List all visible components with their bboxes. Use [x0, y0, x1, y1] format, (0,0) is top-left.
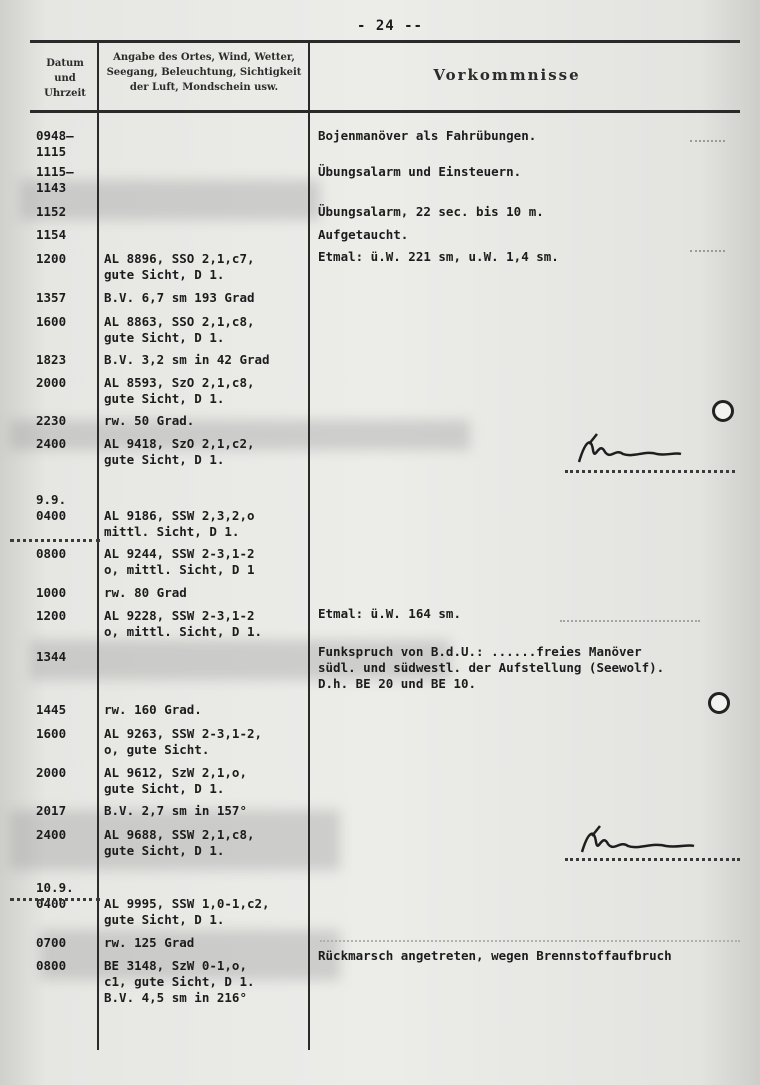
signature-icon	[575, 432, 685, 468]
event-cell: Etmal: ü.W. 164 sm.	[318, 606, 461, 621]
signature-line	[565, 470, 735, 473]
margin-mark	[690, 140, 725, 142]
signature-line	[565, 858, 740, 861]
location-cell: AL 9263, SSW 2-3,1-2, o, gute Sicht.	[104, 726, 263, 757]
location-cell: AL 8593, SzO 2,1,c8, gute Sicht, D 1.	[104, 375, 255, 406]
time-cell: 2400	[36, 436, 67, 451]
location-cell: AL 8863, SSO 2,1,c8, gute Sicht, D 1.	[104, 314, 255, 345]
header-ort: Angabe des Ortes, Wind, Wetter, Seegang, Beleuchtung, Sichtigkeit der Luft, Mondschein usw.	[106, 52, 302, 93]
time-cell: 1600	[36, 726, 67, 741]
event-cell: Übungsalarm und Einsteuern.	[318, 164, 522, 179]
time-cell: 1357	[36, 290, 67, 305]
location-cell: AL 9418, SzO 2,1,c2, gute Sicht, D 1.	[104, 436, 255, 467]
location-cell: B.V. 2,7 sm in 157°	[104, 803, 247, 818]
time-cell: 1152	[36, 204, 67, 219]
time-cell: 1344	[36, 649, 67, 664]
time-cell: 0948– 1115	[36, 128, 74, 159]
location-cell: AL 9612, SzW 2,1,o, gute Sicht, D 1.	[104, 765, 247, 796]
margin-mark	[690, 250, 725, 252]
punch-hole-icon	[708, 692, 730, 714]
signature-icon	[578, 824, 698, 858]
margin-mark	[320, 940, 740, 942]
day-separator	[10, 898, 100, 901]
time-cell: 1200	[36, 608, 67, 623]
location-cell: rw. 80 Grad	[104, 585, 187, 600]
event-cell: Funkspruch von B.d.U.: ......freies Manöver südl. und südwestl. der Aufstellung (Seewolf). D.h. BE 20 und BE 10.	[318, 644, 665, 691]
location-cell: AL 9688, SSW 2,1,c8, gute Sicht, D 1.	[104, 827, 255, 858]
top-rule	[30, 40, 740, 43]
time-cell: 1823	[36, 352, 67, 367]
event-cell: Aufgetaucht.	[318, 227, 409, 242]
time-cell: 1115– 1143	[36, 164, 74, 195]
location-cell: AL 9228, SSW 2-3,1-2 o, mittl. Sicht, D 1.	[104, 608, 263, 639]
location-cell: AL 9244, SSW 2-3,1-2 o, mittl. Sicht, D 1	[104, 546, 255, 577]
time-cell: 0800	[36, 958, 67, 973]
time-cell: 1600	[36, 314, 67, 329]
time-cell: 0700	[36, 935, 67, 950]
event-cell: Rückmarsch angetreten, wegen Brennstoffaufbruch	[318, 948, 672, 963]
location-cell: AL 8896, SSO 2,1,c7, gute Sicht, D 1.	[104, 251, 255, 282]
day-separator	[10, 539, 100, 542]
time-cell: 2000	[36, 765, 67, 780]
event-cell: Etmal: ü.W. 221 sm, u.W. 1,4 sm.	[318, 249, 559, 264]
time-cell: 10.9. 0400	[36, 880, 74, 911]
time-cell: 1154	[36, 227, 67, 242]
location-cell: BE 3148, SzW 0-1,o, c1, gute Sicht, D 1. B.V. 4,5 sm in 216°	[104, 958, 255, 1005]
time-cell: 2230	[36, 413, 67, 428]
page-number: - 24 --	[356, 18, 423, 34]
location-cell: AL 9995, SSW 1,0-1,c2, gute Sicht, D 1.	[104, 896, 270, 927]
punch-hole-icon	[712, 400, 734, 422]
location-cell: B.V. 3,2 sm in 42 Grad	[104, 352, 270, 367]
time-cell: 1445	[36, 702, 67, 717]
header-datum: Datum und Uhrzeit	[44, 58, 86, 99]
margin-mark	[560, 620, 700, 622]
header-vorkommnisse: Vorkommnisse	[433, 66, 581, 84]
location-cell: AL 9186, SSW 2,3,2,o mittl. Sicht, D 1.	[104, 508, 255, 539]
time-cell: 0800	[36, 546, 67, 561]
time-cell: 9.9. 0400	[36, 492, 67, 523]
event-cell: Bojenmanöver als Fahrübungen.	[318, 128, 537, 143]
location-cell: rw. 125 Grad	[104, 935, 195, 950]
location-cell: rw. 50 Grad.	[104, 413, 195, 428]
time-cell: 2400	[36, 827, 67, 842]
header-rule	[30, 110, 740, 113]
event-cell: Übungsalarm, 22 sec. bis 10 m.	[318, 204, 544, 219]
location-cell: B.V. 6,7 sm 193 Grad	[104, 290, 255, 305]
location-cell: rw. 160 Grad.	[104, 702, 202, 717]
time-cell: 2000	[36, 375, 67, 390]
time-cell: 1000	[36, 585, 67, 600]
time-cell: 2017	[36, 803, 67, 818]
time-cell: 1200	[36, 251, 67, 266]
